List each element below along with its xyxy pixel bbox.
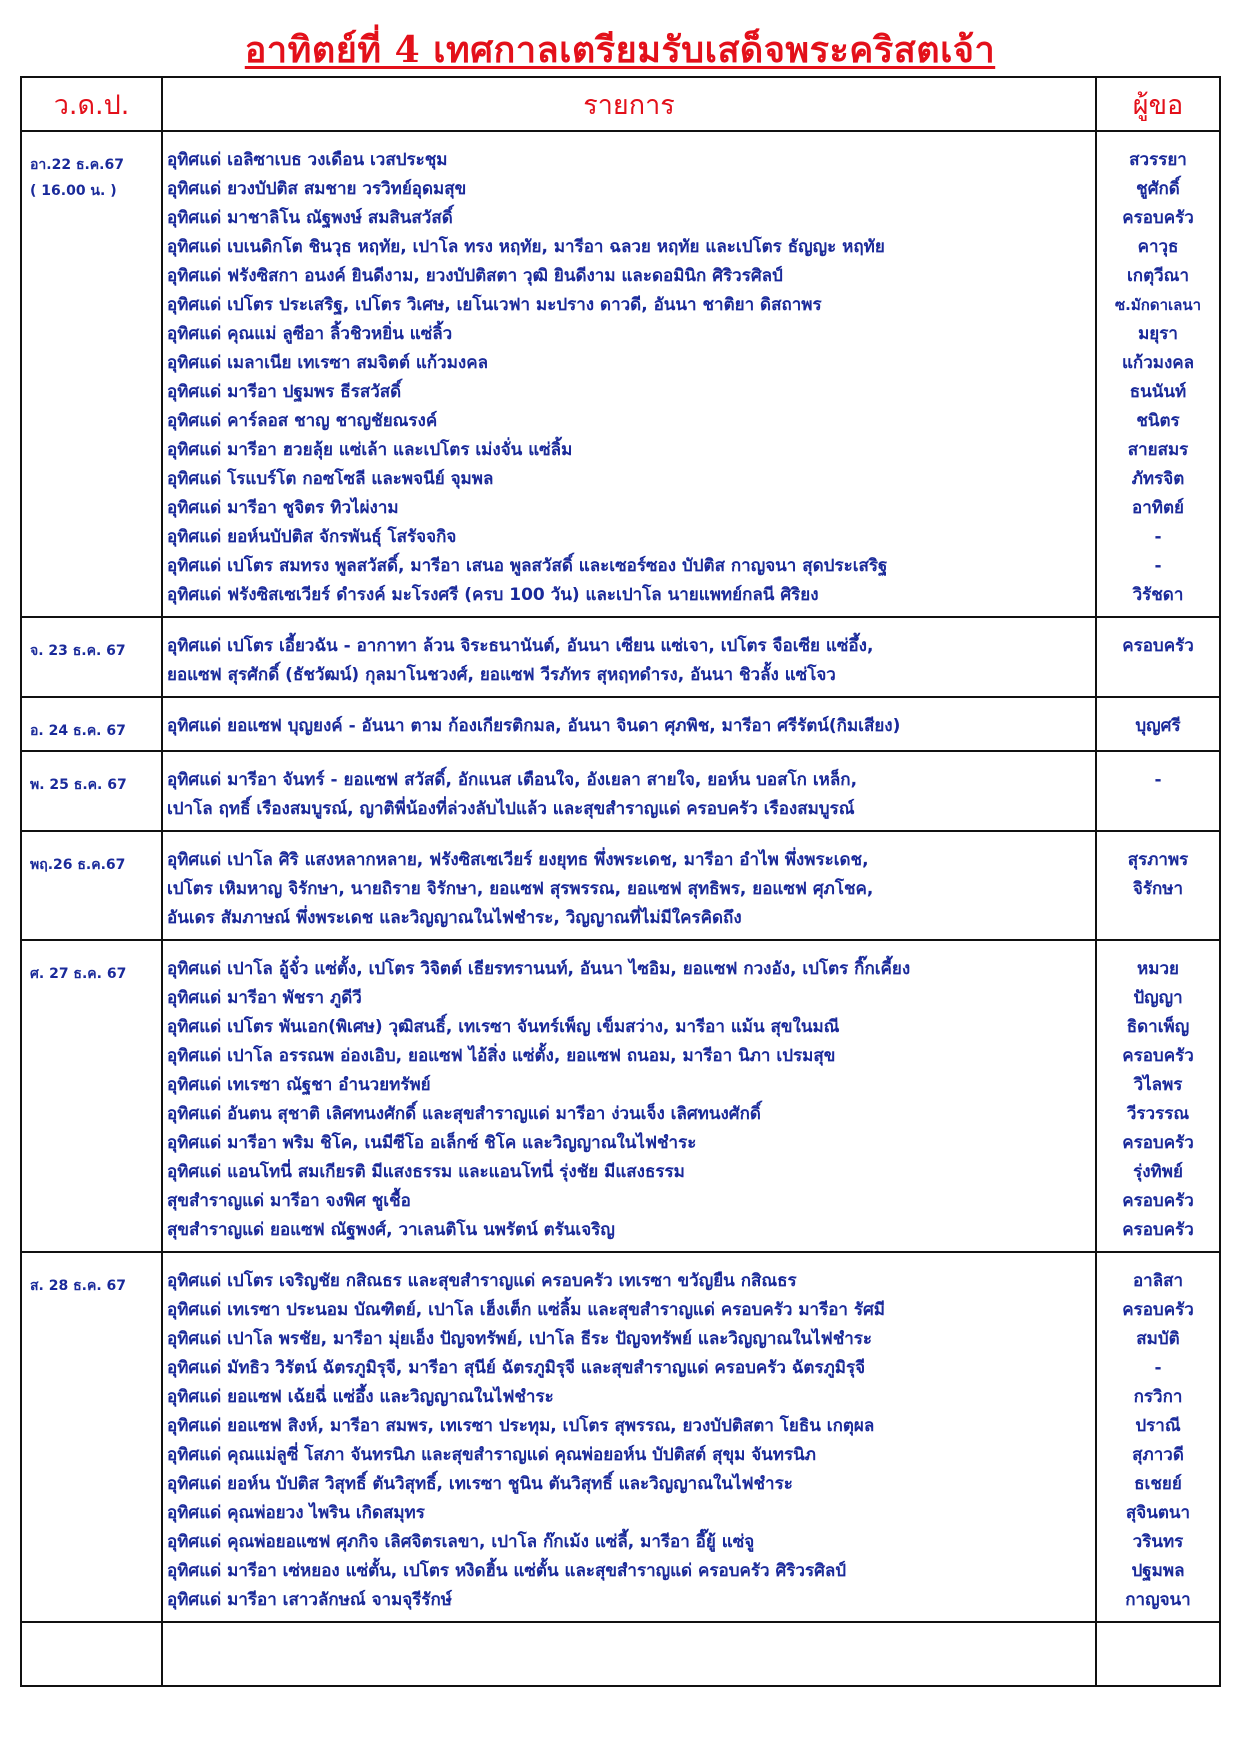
intention-line: อุทิศแด่ ยอแซฟ สิงห์, มารีอา สมพร, เทเรซา ประทุม, เปโตร สุพรรณ, ยวงบัปติสตา โยธิน เกตุผล <box>167 1416 875 1436</box>
intention-line: เปาโล ฤทธิ์ เรืองสมบูรณ์, ญาติพี่น้องที่ล่วงลับไปแล้ว และสุขสำราญแด่ ครอบครัว เรืองสมบูรณ์ <box>167 799 855 819</box>
date-cell: อา.22 ธ.ค.67 ( 16.00 น. ) <box>21 131 162 617</box>
requester-name: ธนนันท์ <box>1129 382 1187 402</box>
intention-line: อุทิศแด่ เอลิซาเบธ วงเดือน เวสประชุม <box>167 150 448 170</box>
intention-line: อุทิศแด่ คุณแม่ ลูซีอา ลิ้วชิวหยิ่น แซ่ลิ้ว <box>167 324 453 344</box>
intention-line: อุทิศแด่ ยอแซฟ เฉ้ยฉี่ แซ่อึ้ง และวิญญาณในไฟชำระ <box>167 1387 554 1407</box>
intention-line: เปโตร เหิมหาญ จิรักษา, นายถิราย จิรักษา, ยอแซฟ สุรพรรณ, ยอแซฟ สุทธิพร, ยอแซฟ ศุภโชค, <box>167 879 874 899</box>
date-cell: ส. 28 ธ.ค. 67 <box>21 1252 162 1622</box>
requester-name: สุภาวดี <box>1132 1445 1184 1465</box>
requester-name: รุ่งทิพย์ <box>1133 1162 1183 1182</box>
requester-name: ครอบครัว <box>1122 208 1194 228</box>
requester-name: จิรักษา <box>1132 879 1184 899</box>
requester-name: ปราณี <box>1135 1416 1181 1436</box>
requester-name: วีรวรรณ <box>1126 1104 1190 1124</box>
items-cell <box>162 831 1096 940</box>
date-cell: พ. 25 ธ.ค. 67 <box>21 751 162 831</box>
requester-cell <box>1096 751 1220 831</box>
intention-line: ยอแซฟ สุรศักดิ์ (ธัชวัฒน์) กุลมาโนชวงศ์, ยอแซฟ วีรภัทร สุหฤทดำรง, อันนา ชิวลั้ง แซ่โจว <box>167 665 836 685</box>
items-cell <box>162 940 1096 1252</box>
requester-name: ครอบครัว <box>1122 1300 1194 1320</box>
requester-name: อาทิตย์ <box>1132 498 1184 518</box>
requester-name: สุรภาพร <box>1127 850 1189 870</box>
intention-line: อุทิศแด่ เทเรซา ณัฐชา อำนวยทรัพย์ <box>167 1075 431 1095</box>
intention-line: อุทิศแด่ มารีอา พริม ชิโค, เนมีซีโอ อเล็กซ์ ชิโค และวิญญาณในไฟชำระ <box>167 1133 697 1153</box>
intention-line: อุทิศแด่ เปโตร สมทรง พูลสวัสดิ์, มารีอา เสนอ พูลสวัสดิ์ และเซอร์ซอง บัปติส กาญจนา สุดประเสริฐ <box>167 556 888 576</box>
requester-name: กาญจนา <box>1125 1590 1191 1610</box>
requester-name: ครอบครัว <box>1122 1220 1194 1240</box>
items-cell <box>162 617 1096 697</box>
requester-cell <box>1096 131 1220 617</box>
intention-line: อุทิศแด่ ยอแซฟ บุญยงค์ - อันนา ตาม ก้องเกียรติกมล, อันนา จินดา ศุภพิช, มารีอา ศรีรัตน์(กิมเสียง) <box>167 716 901 736</box>
items-cell <box>162 697 1096 751</box>
intention-line: อุทิศแด่ ยอห์น บัปติส วิสุทธิ์ ตันวิสุทธิ์, เทเรซา ชูนิน ตันวิสุทธิ์ และวิญญาณในไฟชำระ <box>167 1474 793 1494</box>
requester-name: ซ.มักดาเลนา <box>1114 296 1201 314</box>
requester-name: ครอบครัว <box>1122 1046 1194 1066</box>
intention-line: อุทิศแด่ มารีอา จันทร์ - ยอแซฟ สวัสดิ์, อักแนส เตือนใจ, อังเยลา สายใจ, ยอห์น บอสโก เหล็ก, <box>167 770 858 790</box>
intention-line: อุทิศแด่ มารีอา พัชรา ภูดีวี <box>167 988 362 1008</box>
requester-name: อาลิสา <box>1132 1271 1184 1291</box>
intention-line: สุขสำราญแด่ ยอแซฟ ณัฐพงศ์, วาเลนติโน นพรัตน์ ตรันเจริญ <box>167 1220 615 1240</box>
intention-line: อุทิศแด่ มารีอา เสาวลักษณ์ จามจุรีรักษ์ <box>167 1590 452 1610</box>
intention-line: อุทิศแด่ เปโตร เอี้ยวฉัน - อากาทา ล้วน จิระธนานันต์, อันนา เซียน แซ่เจา, เปโตร จือเซีย แซ่อึ้ง, <box>167 636 874 656</box>
items-cell <box>162 751 1096 831</box>
intention-line: อุทิศแด่ เบเนดิกโต ชินวุธ หฤทัย, เปาโล ทรง หฤทัย, มารีอา ฉลวย หฤทัย และเปโตร ธัญญะ หฤทัย <box>167 237 885 257</box>
intention-line: อุทิศแด่ เปาโล ศิริ แสงหลากหลาย, ฟรังซิสเซเวียร์ ยงยุทธ พึ่งพระเดช, มารีอา อำไพ พึ่งพระเดช, <box>167 850 869 870</box>
requester-cell <box>1096 697 1220 751</box>
intention-line: อุทิศแด่ มาชาลิโน ณัฐพงษ์ สมสินสวัสดิ์ <box>167 208 453 228</box>
empty-cell <box>162 1622 1096 1686</box>
requester-cell <box>1096 1252 1220 1622</box>
intention-line: อุทิศแด่ ยวงบัปติส สมชาย วรวิทย์อุดมสุข <box>167 179 467 199</box>
requester-name: ธเชยย์ <box>1134 1474 1182 1494</box>
requester-name: ชูศักดิ์ <box>1136 179 1180 199</box>
requester-name: ธิดาเพ็ญ <box>1126 1017 1190 1037</box>
intention-line: อุทิศแด่ เมลาเนีย เทเรซา สมจิตต์ แก้วมงคล <box>167 353 489 373</box>
date-cell: ศ. 27 ธ.ค. 67 <box>21 940 162 1252</box>
intention-line: อุทิศแด่ โรแบร์โต กอซโซลี และพจนีย์ จุมพล <box>167 469 494 489</box>
intention-line: อุทิศแด่ คาร์ลอส ชาญ ชาญชัยณรงค์ <box>167 411 438 431</box>
requester-name: ปัญญา <box>1133 988 1183 1008</box>
table-row <box>21 751 1220 831</box>
requester-name: เกตุวีณา <box>1126 266 1189 286</box>
requester-name: กรวิกา <box>1133 1387 1183 1407</box>
date-cell: พฤ.26 ธ.ค.67 <box>21 831 162 940</box>
requester-name: วิไลพร <box>1133 1075 1183 1095</box>
table-row <box>21 131 1220 617</box>
requester-name: - <box>1154 770 1162 790</box>
requester-name: สุจินตนา <box>1125 1503 1191 1523</box>
requester-name: แก้วมงคล <box>1121 353 1195 373</box>
intention-line: อุทิศแด่ คุณแม่ลูซี่ โสภา จันทรนิภ และสุขสำราญแด่ คุณพ่อยอห์น บัปติสต์ สุขุม จันทรนิภ <box>167 1445 816 1465</box>
requester-cell <box>1096 940 1220 1252</box>
requester-name: วรินทร <box>1132 1532 1184 1552</box>
intention-line: อุทิศแด่ คุณพ่อยวง ไพริน เกิดสมุทร <box>167 1503 425 1523</box>
intention-line: อุทิศแด่ เปาโล อู้จั๋ว แซ่ตั้ง, เปโตร วิจิตต์ เธียรทรานนท์, อันนา ไซอิม, ยอแซฟ กวงอัง, เปโตร กิ๊กเคี้ยง <box>167 959 911 979</box>
requester-name: สมบัติ <box>1136 1329 1180 1349</box>
requester-name: วิรัชดา <box>1132 585 1184 605</box>
intention-line: อุทิศแด่ มารีอา ฮวยลุ้ย แซ่เล้า และเปโตร เม่งจั่น แซ่ลิ้ม <box>167 440 573 460</box>
header-date: ว.ด.ป. <box>21 77 162 131</box>
header-requester: ผู้ขอ <box>1096 77 1220 131</box>
date-cell: อ. 24 ธ.ค. 67 <box>21 697 162 751</box>
requester-name: ครอบครัว <box>1122 636 1194 656</box>
intention-line: อุทิศแด่ เปโตร เจริญชัย กสิณธร และสุขสำราญแด่ ครอบครัว เทเรซา ขวัญยืน กสิณธร <box>167 1271 797 1291</box>
empty-cell <box>21 1622 162 1686</box>
requester-name: - <box>1154 556 1162 576</box>
table-row-continued <box>21 1622 1220 1686</box>
requester-name: สวรรยา <box>1129 150 1187 170</box>
requester-cell <box>1096 831 1220 940</box>
requester-name: ปฐมพล <box>1131 1561 1185 1581</box>
page-title: อาทิตย์ที่ 4 เทศกาลเตรียมรับเสด็จพระคริสตเจ้า <box>244 29 996 71</box>
header-row <box>21 77 1220 131</box>
requester-name: - <box>1154 1358 1162 1378</box>
table-row <box>21 617 1220 697</box>
intention-line: อันเดร สัมภาษณ์ พึ่งพระเดช และวิญญาณในไฟชำระ, วิญญาณที่ไม่มีใครคิดถึง <box>167 908 742 928</box>
requester-name: หมวย <box>1137 959 1179 979</box>
requester-cell <box>1096 617 1220 697</box>
intention-line: อุทิศแด่ มารีอา ปฐมพร ธีรสวัสดิ์ <box>167 382 402 402</box>
intention-line: อุทิศแด่ เปโตร ประเสริฐ, เปโตร วิเศษ, เยโนเวฟา มะปราง ดาวดี, อันนา ชาติยา ดิสถาพร <box>167 295 822 315</box>
date-cell: จ. 23 ธ.ค. 67 <box>21 617 162 697</box>
intention-line: อุทิศแด่ ยอห์นบัปติส จักรพันธุ์ โสรัจจกิจ <box>167 527 457 547</box>
intention-line: อุทิศแด่ คุณพ่อยอแซฟ ศุภกิจ เลิศจิตรเลขา, เปาโล ก๊กเม้ง แซ่ลี้, มารีอา อี๊ยู้ แซ่จู <box>167 1532 755 1552</box>
intention-line: อุทิศแด่ ฟรังซิสกา อนงค์ ยินดีงาม, ยวงบัปติสตา วุฒิ ยินดีงาม และดอมินิก ศิริวรศิลป์ <box>167 266 783 286</box>
intention-line: อุทิศแด่ เทเรซา ประนอม บัณฑิตย์, เปาโล เฮ็งเต็ก แซ่ลิ้ม และสุขสำราญแด่ ครอบครัว มารีอา รัศมี <box>167 1300 886 1320</box>
intention-line: อุทิศแด่ เปาโล พรชัย, มารีอา มุ่ยเอ็ง ปัญจทรัพย์, เปาโล ธีระ ปัญจทรัพย์ และวิญญาณในไฟชำระ <box>167 1329 873 1349</box>
empty-cell <box>1096 1622 1220 1686</box>
intention-line: อุทิศแด่ อันตน สุชาติ เลิศทนงศักดิ์ และสุขสำราญแด่ มารีอา ง่วนเจ็ง เลิศทนงศักดิ์ <box>167 1104 761 1124</box>
requester-name: บุญศรี <box>1135 716 1181 736</box>
requester-name: มยุรา <box>1138 324 1178 344</box>
requester-name: ครอบครัว <box>1122 1191 1194 1211</box>
intention-line: อุทิศแด่ ฟรังซิสเซเวียร์ ดำรงค์ มะโรงศรี (ครบ 100 วัน) และเปาโล นายแพทย์กลนี ศิริยง <box>167 585 819 605</box>
header-items: รายการ <box>162 77 1096 131</box>
table-row <box>21 940 1220 1252</box>
table-row <box>21 1252 1220 1622</box>
requester-name: ชนิตร <box>1136 411 1180 431</box>
requester-name: ครอบครัว <box>1122 1133 1194 1153</box>
intention-line: อุทิศแด่ มารีอา เซ่หยอง แซ่ตั้น, เปโตร หงิดฮิ้น แซ่ตั้น และสุขสำราญแด่ ครอบครัว ศิริวรศิลป์ <box>167 1561 847 1581</box>
table-row <box>21 831 1220 940</box>
mass-intentions-table <box>20 76 1221 1687</box>
table-row <box>21 697 1220 751</box>
intention-line: สุขสำราญแด่ มารีอา จงพิศ ชูเชื้อ <box>167 1191 411 1211</box>
intention-line: อุทิศแด่ เปาโล อรรณพ อ่องเอิบ, ยอแซฟ ไอ้สิ่ง แซ่ตั้ง, ยอแซฟ ถนอม, มารีอา นิภา เปรมสุข <box>167 1046 836 1066</box>
items-cell <box>162 131 1096 617</box>
requester-name: สายสมร <box>1127 440 1189 460</box>
requester-name: - <box>1154 527 1162 547</box>
intention-line: อุทิศแด่ แอนโทนี่ สมเกียรติ มีแสงธรรม และแอนโทนี่ รุ่งชัย มีแสงธรรม <box>167 1162 685 1182</box>
intention-line: อุทิศแด่ มัทธิว วิรัตน์ ฉัตรภูมิรุจี, มารีอา สุนีย์ ฉัตรภูมิรุจี และสุขสำราญแด่ ครอบครัว ฉัตรภูมิรุจี <box>167 1358 866 1378</box>
requester-name: ภัทรจิต <box>1131 469 1185 489</box>
intention-line: อุทิศแด่ มารีอา ชูจิตร ทิวไผ่งาม <box>167 498 399 518</box>
items-cell <box>162 1252 1096 1622</box>
requester-name: คาวุธ <box>1137 237 1179 257</box>
intention-line: อุทิศแด่ เปโตร พันเอก(พิเศษ) วุฒิสนธิ์, เทเรซา จันทร์เพ็ญ เข็มสว่าง, มารีอา แม้น สุขในมณี <box>167 1017 840 1037</box>
